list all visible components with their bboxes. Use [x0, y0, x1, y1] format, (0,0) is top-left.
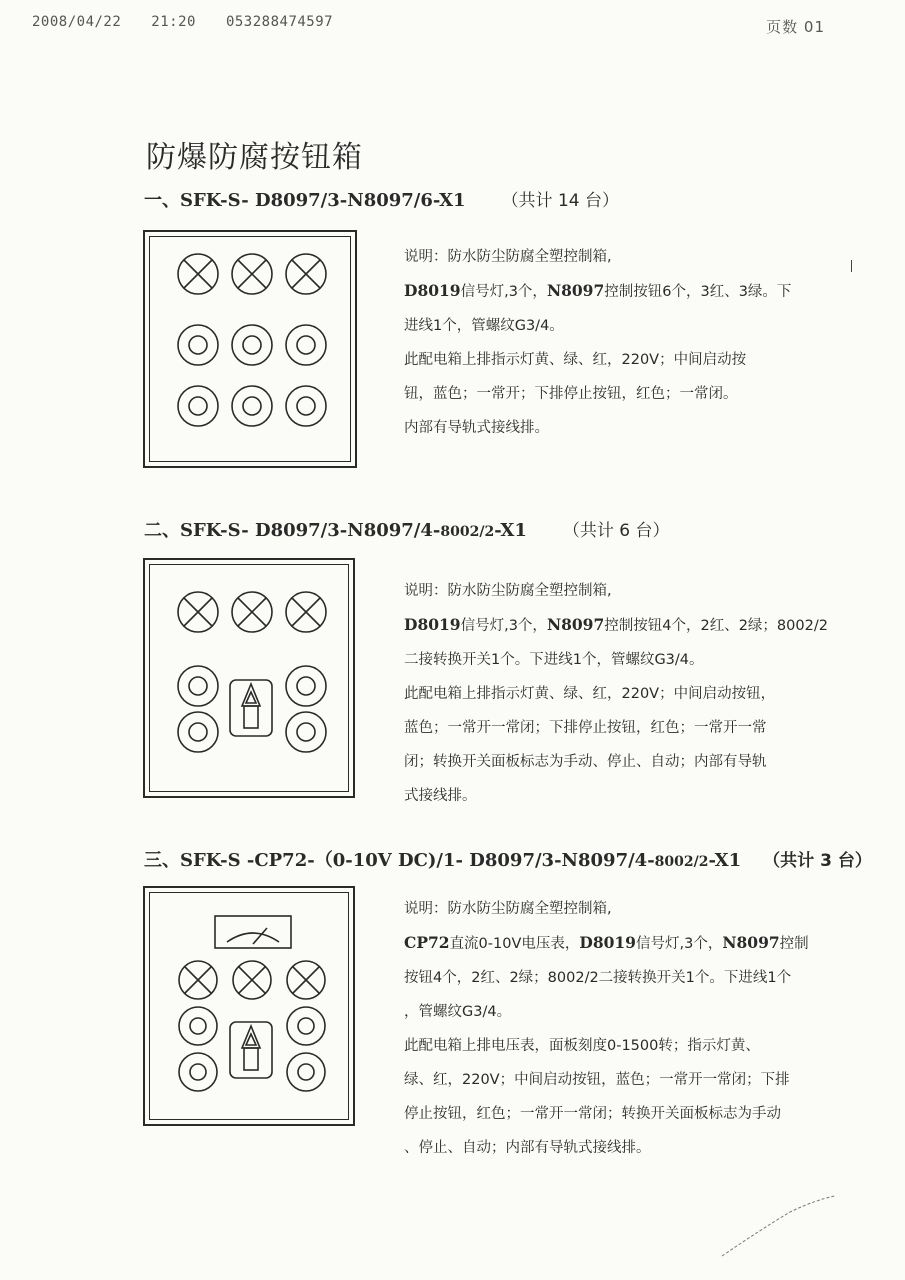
- signal-lamp-icon: [286, 592, 326, 632]
- push-button-icon: [287, 1007, 325, 1045]
- desc-line: 钮，蓝色；一常开；下排停止按钮，红色；一常闭。: [404, 386, 738, 402]
- push-button-icon: [232, 386, 272, 426]
- scan-artifact: [720, 1190, 840, 1260]
- voltmeter-icon: [215, 916, 291, 948]
- desc-line: 闭；转换开关面板标志为手动、停止、自动；内部有导轨: [404, 754, 767, 770]
- desc-line: 绿、红，220V；中间启动按钮，蓝色；一常开一常闭；下排: [404, 1072, 790, 1088]
- desc-line: 式接线排。: [404, 788, 477, 804]
- desc-line: ，管螺纹G3/4。: [404, 1004, 512, 1020]
- desc-line: 此配电箱上排指示灯黄、绿、红，220V；中间启动按钮，: [404, 686, 776, 702]
- push-button-icon: [178, 666, 218, 706]
- signal-lamp-icon: [232, 254, 272, 294]
- fax-date: 2008/04/22: [32, 14, 122, 30]
- desc-line: 说明：防水防尘防腐全塑控制箱,: [404, 901, 612, 917]
- desc-line: D8019信号灯,3个，N8097控制按钮4个，2红、2绿；8002/2: [404, 615, 828, 634]
- fax-number: 053288474597: [225, 14, 334, 30]
- push-button-icon: [178, 386, 218, 426]
- section-3-description: [404, 892, 874, 1165]
- desc-line: D8019信号灯,3个，N8097控制按钮6个，3红、3绿。下: [404, 281, 792, 300]
- signal-lamp-icon: [232, 592, 272, 632]
- selector-switch-icon: [230, 680, 272, 736]
- section-3-model: 三、SFK-S -CP72-（0-10V DC)/1- D8097/3-N8097/4-: [144, 850, 655, 871]
- fax-time: 21:20: [151, 14, 196, 30]
- panel-3-svg: [145, 888, 357, 1128]
- signal-lamp-icon: [178, 254, 218, 294]
- push-button-icon: [178, 325, 218, 365]
- section-2-description: [404, 574, 874, 813]
- push-button-icon: [179, 1007, 217, 1045]
- selector-switch-icon: [230, 1022, 272, 1078]
- desc-line: 说明：防水防尘防腐全塑控制箱,: [404, 249, 612, 265]
- push-button-icon: [286, 325, 326, 365]
- section-2-model: 二、SFK-S- D8097/3-N8097/4-: [144, 520, 441, 541]
- desc-line: CP72直流0-10V电压表，D8019信号灯,3个，N8097控制: [404, 933, 809, 952]
- push-button-icon: [287, 1053, 325, 1091]
- desc-line: 此配电箱上排指示灯黄、绿、红，220V；中间启动按: [404, 352, 747, 368]
- push-button-icon: [232, 325, 272, 365]
- document-title: 防爆防腐按钮箱: [146, 140, 363, 175]
- section-2-heading: 二、SFK-S- D8097/3-N8097/4-8002/2-X1 （共计 6 台）: [144, 520, 670, 541]
- section-2-count: （共计 6 台）: [562, 521, 670, 541]
- desc-line: 内部有导轨式接线排。: [404, 420, 549, 436]
- desc-line: 停止按钮，红色；一常开一常闭；转换开关面板标志为手动: [404, 1106, 781, 1122]
- desc-line: 按钮4个，2红、2绿；8002/2二接转换开关1个。下进线1个: [404, 970, 792, 986]
- push-button-icon: [178, 712, 218, 752]
- push-button-icon: [286, 386, 326, 426]
- section-3-panel-drawing: [143, 886, 355, 1126]
- section-1-panel-drawing: [143, 230, 357, 468]
- section-2-panel-drawing: [143, 558, 355, 798]
- desc-line: 、停止、自动；内部有导轨式接线排。: [404, 1140, 651, 1156]
- panel-2-svg: [145, 560, 357, 800]
- section-3-heading: 三、SFK-S -CP72-（0-10V DC)/1- D8097/3-N8097/4-8002/2-X1 （共计 3 台）: [144, 850, 872, 871]
- push-button-icon: [286, 712, 326, 752]
- section-1-model: 一、SFK-S- D8097/3-N8097/6-X1: [144, 190, 466, 211]
- desc-line: 进线1个，管螺纹G3/4。: [404, 318, 564, 334]
- section-3-count: （共计 3 台）: [763, 851, 872, 871]
- page-number: 页数 01: [766, 18, 825, 36]
- signal-lamp-icon: [286, 254, 326, 294]
- signal-lamp-icon: [179, 961, 217, 999]
- desc-line: 说明：防水防尘防腐全塑控制箱,: [404, 583, 612, 599]
- signal-lamp-icon: [287, 961, 325, 999]
- push-button-icon: [179, 1053, 217, 1091]
- signal-lamp-icon: [233, 961, 271, 999]
- desc-line: 此配电箱上排电压表，面板刻度0-1500转；指示灯黄、: [404, 1038, 760, 1054]
- section-1-heading: [144, 186, 619, 212]
- section-1-count: （共计 14 台）: [501, 191, 620, 211]
- fax-header: [32, 14, 363, 30]
- push-button-icon: [286, 666, 326, 706]
- desc-line: 二接转换开关1个。下进线1个，管螺纹G3/4。: [404, 652, 704, 668]
- panel-1-svg: [145, 232, 359, 470]
- signal-lamp-icon: [178, 592, 218, 632]
- section-1-description: [404, 240, 874, 445]
- desc-line: 蓝色；一常开一常闭；下排停止按钮，红色；一常开一常: [404, 720, 767, 736]
